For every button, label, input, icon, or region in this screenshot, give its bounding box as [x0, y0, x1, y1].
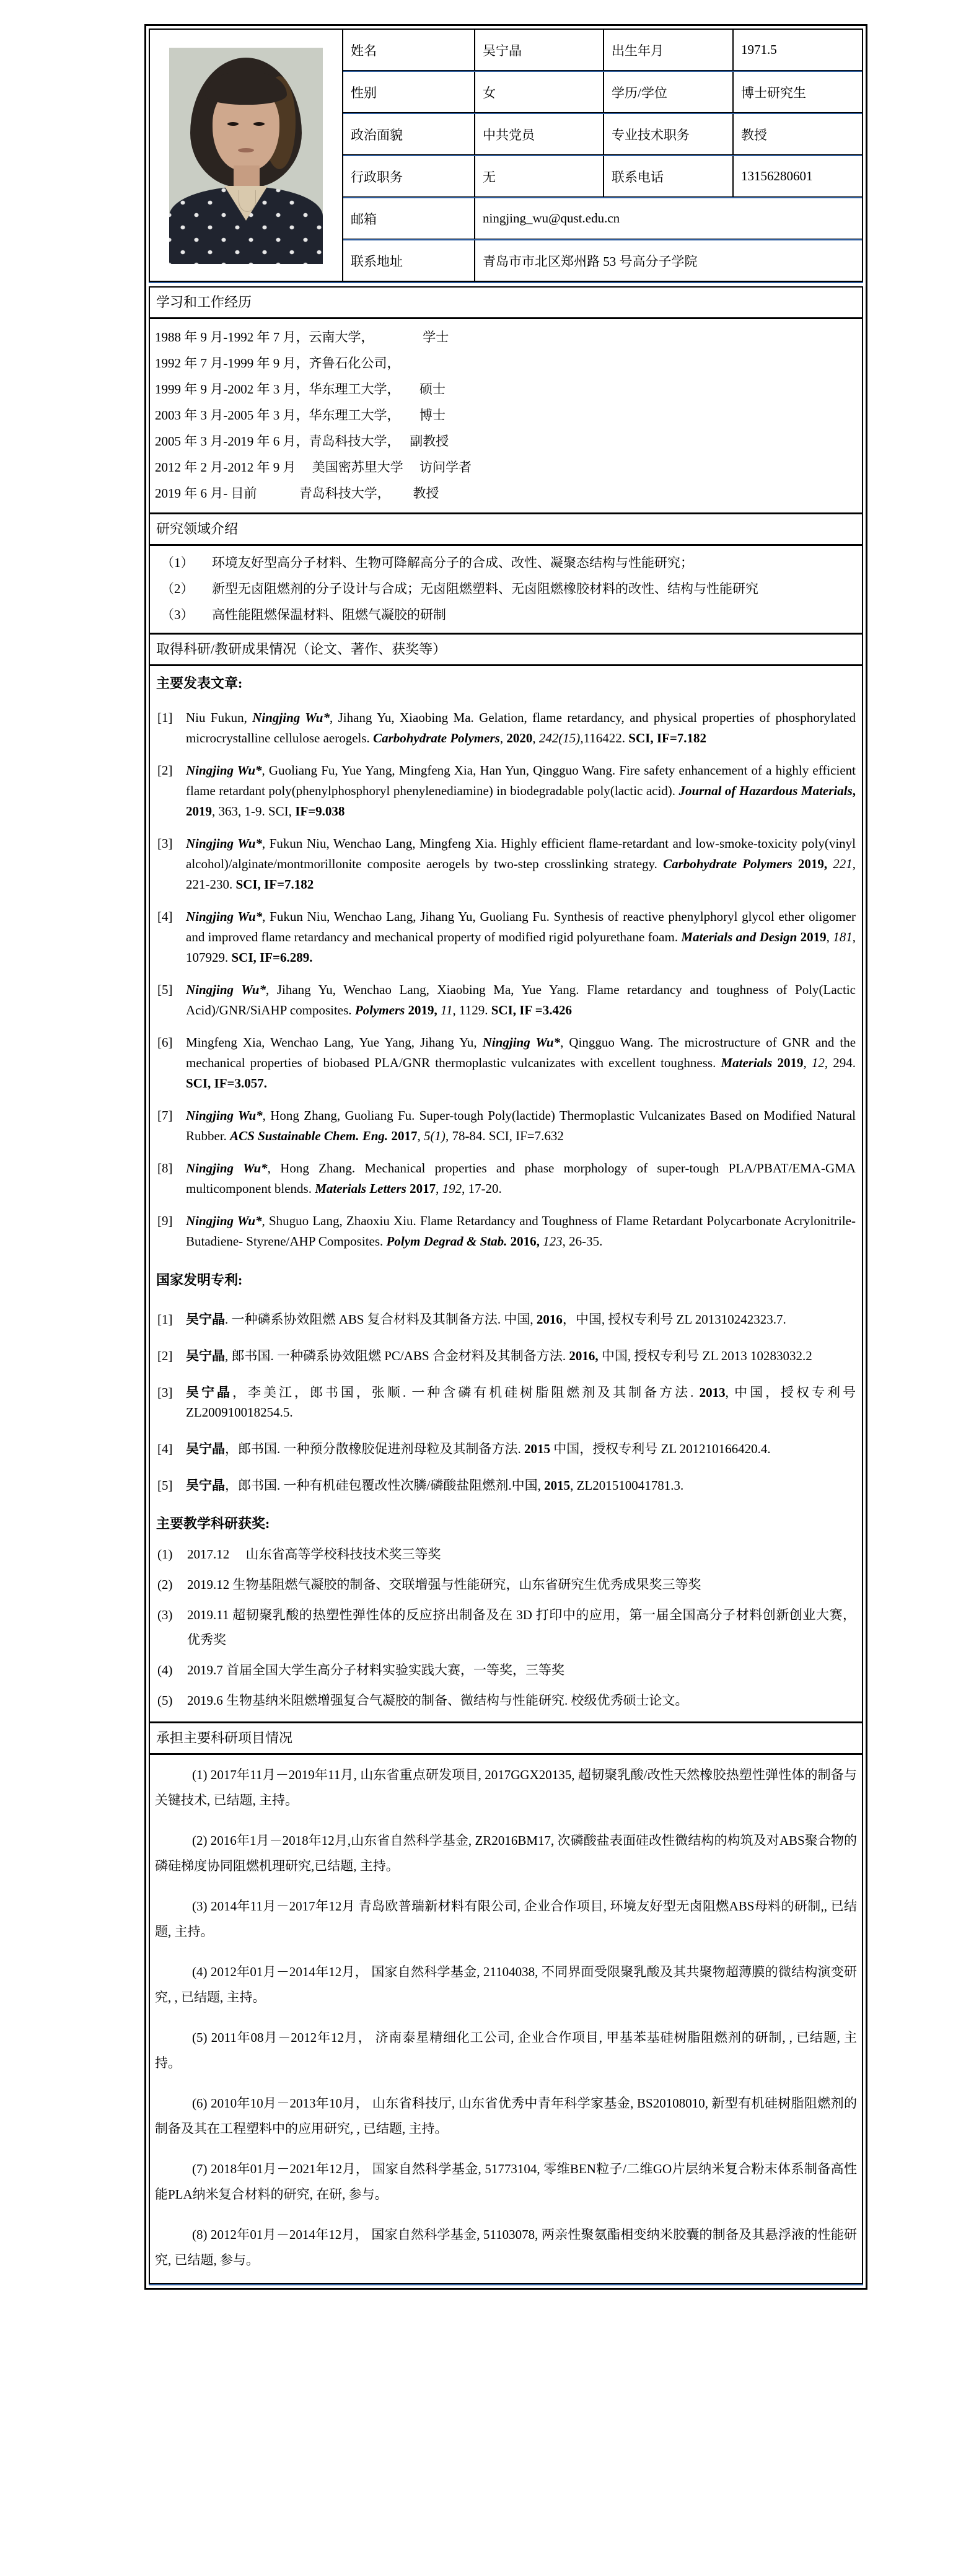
text-run: 5(1) [423, 1128, 446, 1143]
info-row [343, 72, 862, 112]
patent-item [155, 1309, 856, 1329]
text-run [827, 856, 833, 871]
text-run: 2016 [536, 1312, 563, 1327]
experience-line: 1992 年 7 月-1999 年 9 月，齐鲁石化公司， [155, 356, 400, 371]
text-run: 吴宁晶 [186, 1441, 225, 1456]
item-number: [1] [157, 710, 173, 725]
text-run: 中国, 授权专利号 ZL 2013 10283032.2 [598, 1348, 812, 1363]
publication-item [155, 1211, 856, 1252]
text-run: SCI, IF=3.057. [186, 1076, 267, 1091]
info-label: 性别 [343, 72, 475, 112]
info-label: 专业技术职务 [604, 114, 734, 154]
portrait-photo [169, 48, 323, 264]
text-run: SCI, IF=7.182 [235, 877, 314, 892]
item-number: (5) [157, 1693, 173, 1708]
text-run: Mingfeng Xia, Wenchao Lang, Yue Yang, Jihang Yu, [186, 1035, 483, 1050]
info-row [343, 240, 862, 281]
patent-item [155, 1346, 856, 1366]
text-run: 2020 [506, 731, 533, 745]
text-run: 12 [811, 1055, 825, 1070]
text-run: , Jihang Yu, Wenchao Lang, Xiaobing Ma, Yue Yang. Flame retardancy and toughness of Poly(Lactic Acid)/GNR/SiAHP composites. [186, 982, 856, 1018]
item-number: [7] [157, 1108, 173, 1123]
project-item: (7) 2018年01月－2021年12月， 国家自然科学基金, 51773104, 零维BEN粒子/二维GO片层纳米复合粉末体系制备高性能PLA纳米复合材料的研究, 在研, 参与。 [155, 2161, 857, 2202]
info-value: 13156280601 [741, 169, 813, 183]
info-value: 1971.5 [741, 42, 777, 57]
text-run: , [826, 930, 833, 944]
text-run: 2016, [510, 1234, 540, 1249]
info-value: 女 [475, 72, 604, 112]
text-run: 11 [441, 1003, 453, 1018]
info-label: 出生年月 [604, 30, 734, 70]
text-run: 2015 [524, 1441, 550, 1456]
text-run: , [803, 1055, 812, 1070]
info-label: 邮箱 [343, 198, 475, 239]
info-row [343, 114, 862, 154]
text-run: 181 [833, 930, 853, 944]
research-area-item [150, 602, 856, 628]
text-run: Ningjing Wu* [186, 836, 262, 851]
text-run: Niu Fukun, [186, 710, 253, 725]
patent-item [155, 1475, 856, 1495]
info-label: 联系地址 [343, 240, 475, 281]
text-run: 123 [543, 1234, 563, 1249]
publications-list [155, 708, 857, 1252]
text-run: SCI, IF=7.182 [628, 731, 707, 745]
award-text: 2019.12 生物基阻燃气凝胶的制备、交联增强与性能研究，山东省研究生优秀成果奖三等奖 [187, 1577, 701, 1592]
item-number: [8] [157, 1161, 173, 1176]
project-item: (4) 2012年01月－2014年12月， 国家自然科学基金, 21104038, 不同界面受限聚乳酸及其共聚物超薄膜的微结构演变研究, , 已结题, 主持。 [155, 1964, 857, 2005]
text-run: 2019 [777, 1055, 804, 1070]
award-item [155, 1658, 856, 1682]
award-text: 2017.12 山东省高等学校科技技术奖三等奖 [187, 1547, 441, 1562]
publication-item [155, 1158, 856, 1199]
info-label: 政治面貌 [343, 114, 475, 154]
research-content [150, 546, 862, 633]
text-run: ,116422. [580, 731, 629, 745]
info-label: 学历/学位 [604, 72, 734, 112]
text-run: , ZL201510041781.3. [570, 1478, 684, 1493]
item-number: [4] [157, 1441, 173, 1456]
main-sections [149, 286, 863, 2284]
publication-item [155, 1106, 856, 1146]
text-run: 2019, [408, 1003, 437, 1018]
item-number: [1] [157, 1312, 173, 1327]
text-run: , 107929. [186, 930, 856, 965]
text-run: , Qingguo Wang. The microstructure of GNR and the mechanical properties of biobased PLA/GNR thermoplastic vulcanizates with excellent toughness. [186, 1035, 856, 1070]
info-value: 博士研究生 [741, 85, 806, 100]
info-value: 青岛市市北区郑州路 53 号高分子学院 [483, 253, 698, 269]
text-run: SCI, IF=6.289. [231, 950, 313, 965]
item-number: (4) [157, 1663, 173, 1677]
text-run: 2017 [410, 1181, 436, 1196]
text-run: ，郎书国. 一种有机硅包覆改性次膦/磷酸盐阻燃剂.中国, [225, 1478, 545, 1493]
text-run: 2019 [800, 930, 827, 944]
item-number: (3) [157, 1607, 173, 1622]
text-run: 吴宁晶 [186, 1478, 225, 1493]
text-run: , 17-20. [462, 1181, 502, 1196]
text-run: ACS Sustainable Chem. Eng. [230, 1128, 389, 1143]
research-area-item [150, 576, 856, 602]
project-item: (8) 2012年01月－2014年12月， 国家自然科学基金, 51103078, 两亲性聚氨酯相变纳米胶囊的制备及其悬浮液的性能研究, 已结题, 参与。 [155, 2227, 857, 2267]
text-run: Polym Degrad & Stab. [386, 1234, 507, 1249]
text-run: 2017 [391, 1128, 418, 1143]
experience-line: 1999 年 9 月-2002 年 3 月，华东理工大学， 硕士 [155, 382, 446, 397]
publication-item [155, 833, 856, 895]
text-run: 吴宁晶 [186, 1312, 225, 1327]
info-row [343, 30, 862, 70]
patent-item [155, 1383, 856, 1422]
text-run: , [436, 1181, 442, 1196]
text-run: , 1129. [452, 1003, 491, 1018]
text-run: 192 [442, 1181, 462, 1196]
info-value: 吴宁晶 [475, 30, 604, 70]
item-number: [3] [157, 1385, 173, 1400]
text-run: , [532, 731, 539, 745]
text-run: , 26-35. [562, 1234, 603, 1249]
text-run: , Guoliang Fu, Yue Yang, Mingfeng Xia, Han Yun, Qingguo Wang. Fire safety enhancement of a highly efficient flame retardant poly(phenylphosphoryl phenylenediamine) in biodegradable poly(lactic acid). [186, 763, 856, 798]
text-run: Ningjing Wu* [186, 763, 262, 778]
item-number: （1） [161, 555, 194, 570]
text-run: Materials Letters [315, 1181, 406, 1196]
project-item: (3) 2014年11月－2017年12月 青岛欧普瑞新材料有限公司, 企业合作项目, 环境友好型无卤阻燃ABS母料的研制,, 已结题, 主持。 [155, 1899, 857, 1939]
patent-item [155, 1439, 856, 1459]
info-value: ningjing_wu@qust.edu.cn [483, 211, 620, 226]
experience-line: 2003 年 3 月-2005 年 3 月，华东理工大学， 博士 [155, 408, 446, 423]
publication-item [155, 1032, 856, 1094]
info-row [343, 156, 862, 196]
text-run: 吴宁晶 [186, 1385, 232, 1400]
publication-item [155, 708, 856, 749]
text-run: , [417, 1128, 424, 1143]
text-run: , 郎书国. 一种磷系协效阻燃 PC/ABS 合金材料及其制备方法. [225, 1348, 569, 1363]
awards-list [155, 1542, 857, 1713]
personal-info-table [149, 29, 863, 282]
research-area-text: 环境友好型高分子材料、生物可降解高分子的合成、改性、凝聚态结构与性能研究； [212, 555, 693, 570]
item-number: [6] [157, 1035, 173, 1050]
text-run: , Fukun Niu, Wenchao Lang, Jihang Yu, Guoliang Fu. Synthesis of reactive phenylphoryl glycol ether oligomer and improved flame retardancy and mechanical property of modified rigid polyurethane foam. [186, 909, 856, 944]
info-label: 姓名 [343, 30, 475, 70]
text-run: SCI, IF =3.426 [491, 1003, 572, 1018]
award-text: 2019.7 首届全国大学生高分子材料实验实践大赛，一等奖，三等奖 [187, 1663, 564, 1677]
text-run: , 78-84. SCI, IF=7.632 [445, 1128, 564, 1143]
portrait-necklace [239, 190, 256, 212]
text-run: , [499, 731, 507, 745]
awards-heading: 主要教学科研获奖: [156, 1516, 270, 1531]
item-number: [5] [157, 982, 173, 997]
projects-content [150, 1755, 862, 2283]
text-run: , Hong Zhang, Guoliang Fu. Super-tough Poly(lactide) Thermoplastic Vulcanizates Based on Modified Natural Rubber. [186, 1108, 856, 1143]
text-run: 2013 [699, 1385, 726, 1400]
item-number: [5] [157, 1478, 173, 1493]
text-run: 吴宁晶 [186, 1348, 225, 1363]
blue-accent-line [149, 282, 863, 283]
publications-heading: 主要发表文章: [156, 675, 243, 691]
patents-list [155, 1309, 857, 1495]
text-run: Journal of Hazardous Materials [678, 783, 853, 798]
info-rows [343, 30, 862, 281]
experience-content [150, 319, 862, 512]
info-value: 无 [475, 156, 604, 196]
text-run: , 中国，授权专利号 ZL200910018254.5. [186, 1385, 856, 1420]
award-item [155, 1572, 856, 1597]
section-header-research: 研究领域介绍 [150, 512, 862, 546]
award-text: 2019.11 超韧聚乳酸的热塑性弹性体的反应挤出制备及在 3D 打印中的应用，第一届全国高分子材料创新创业大赛， 优秀奖 [187, 1607, 856, 1647]
text-run: , Fukun Niu, Wenchao Lang, Mingfeng Xia. Highly efficient flame-retardant and low-smoke-toxicity poly(vinyl alcohol)/alginate/montmorillonite composite aerogels by two-step crosslinking strategy. [186, 836, 856, 871]
award-item [155, 1688, 856, 1713]
photo-cell [150, 30, 343, 281]
text-run: 242(15) [538, 731, 581, 745]
project-item: (2) 2016年1月－2018年12月,山东省自然科学基金, ZR2016BM17, 次磷酸盐表面硅改性微结构的构筑及对ABS聚合物的磷硅梯度协同阻燃机理研究,已结题, 主持。 [155, 1833, 857, 1873]
text-run: , [852, 783, 856, 798]
project-item: (6) 2010年10月－2013年10月， 山东省科技厅, 山东省优秀中青年科学家基金, BS20108010, 新型有机硅树脂阻燃剂的制备及其在工程塑料中的应用研究, , 已结题, 主持。 [155, 2096, 857, 2136]
text-run: IF=9.038 [295, 804, 345, 819]
text-run: ，郎书国. 一种预分散橡胶促进剂母粒及其制备方法. [225, 1441, 524, 1456]
blue-accent-line [149, 2284, 863, 2285]
research-area-item [150, 550, 856, 576]
experience-line: 2005 年 3 月-2019 年 6 月，青岛科技大学， 副教授 [155, 434, 449, 449]
text-run: 2019, [797, 856, 828, 871]
text-run: 2015 [544, 1478, 571, 1493]
text-run [792, 856, 798, 871]
text-run: Materials [721, 1055, 773, 1070]
text-run: 221 [833, 856, 853, 871]
item-number: [9] [157, 1213, 173, 1228]
info-label: 行政职务 [343, 156, 475, 196]
info-value: 中共党员 [475, 114, 604, 154]
research-area-text: 新型无卤阻燃剂的分子设计与合成；无卤阻燃塑料、无卤阻燃橡胶材料的改性、结构与性能研究 [212, 581, 758, 596]
item-number: [4] [157, 909, 173, 924]
publication-item [155, 980, 856, 1021]
info-row [343, 198, 862, 239]
text-run: Carbohydrate Polymers [373, 731, 500, 745]
text-run: Ningjing Wu* [186, 1213, 262, 1228]
text-run: 中国，授权专利号 ZL 201210166420.4. [550, 1441, 771, 1456]
text-run: Ningjing Wu* [186, 1161, 268, 1176]
award-item [155, 1542, 856, 1567]
section-header-projects: 承担主要科研项目情况 [150, 1721, 862, 1755]
text-run: ，李美江，郎书国，张顺. 一种含磷有机硅树脂阻燃剂及其制备方法. [232, 1385, 700, 1400]
publication-item [155, 760, 856, 822]
section-header-achievements: 取得科研/教研成果情况（论文、著作、获奖等） [150, 633, 862, 666]
award-text: 2019.6 生物基纳米阻燃增强复合气凝胶的制备、微结构与性能研究. 校级优秀硕士论文。 [187, 1693, 688, 1708]
info-value: 教授 [741, 127, 767, 143]
portrait-mouth [238, 148, 254, 152]
experience-line: 1988 年 9 月-1992 年 7 月，云南大学， 学士 [155, 330, 449, 345]
text-run: Polymers [354, 1003, 405, 1018]
project-item: (5) 2011年08月－2012年12月， 济南泰星精细化工公司, 企业合作项目, 甲基苯基硅树脂阻燃剂的研制, , 已结题, 主持。 [155, 2030, 857, 2070]
research-area-text: 高性能阻燃保温材料、阻燃气凝胶的研制 [212, 607, 446, 622]
text-run: Ningjing Wu* [186, 1108, 263, 1123]
info-label: 联系电话 [604, 156, 734, 196]
section-header-experience: 学习和工作经历 [150, 288, 862, 319]
portrait-eye [227, 122, 239, 126]
text-run: , 221-230. [186, 856, 856, 892]
publication-item [155, 907, 856, 968]
patents-heading: 国家发明专利: [156, 1272, 243, 1288]
item-number: [2] [157, 763, 173, 778]
text-run: 2019 [186, 804, 212, 819]
text-run: Materials and Design [681, 930, 797, 944]
item-number: (2) [157, 1577, 173, 1592]
cv-document [144, 24, 867, 2290]
portrait-eye [253, 122, 265, 126]
item-number: [3] [157, 836, 173, 851]
text-run: Carbohydrate Polymers [663, 856, 792, 871]
item-number: （2） [161, 581, 194, 596]
text-run: , Hong Zhang. Mechanical properties and phase morphology of super-tough PLA/PBAT/EMA-GMA multicomponent blends. [186, 1161, 856, 1196]
project-item: (1) 2017年11月－2019年11月, 山东省重点研发项目, 2017GGX20135, 超韧聚乳酸/改性天然橡胶热塑性弹性体的制备与关键技术, 已结题, 主持。 [155, 1767, 857, 1808]
text-run: Ningjing Wu* [252, 710, 330, 725]
portrait-bangs [205, 73, 287, 105]
text-run: , 294. [824, 1055, 856, 1070]
experience-line: 2012 年 2 月-2012 年 9 月 美国密苏里大学 访问学者 [155, 460, 472, 475]
text-run: Ningjing Wu* [186, 982, 266, 997]
achievements-content [150, 666, 862, 1721]
item-number: (1) [157, 1547, 173, 1562]
text-run: . 一种磷系协效阻燃 ABS 复合材料及其制备方法. 中国, [225, 1312, 537, 1327]
text-run: , Shuguo Lang, Zhaoxiu Xiu. Flame Retardancy and Toughness of Flame Retardant Polycarbonate Acrylonitrile-Butadiene- Styrene/AHP Composites. [186, 1213, 856, 1249]
text-run: Ningjing Wu* [482, 1035, 561, 1050]
experience-line: 2019 年 6 月- 目前 青岛科技大学， 教授 [155, 486, 439, 501]
text-run: 2016, [569, 1348, 599, 1363]
text-run: ，中国, 授权专利号 ZL 201310242323.7. [562, 1312, 786, 1327]
text-run: , 363, 1-9. SCI, [212, 804, 296, 819]
award-item [155, 1602, 856, 1652]
text-run: Ningjing Wu* [186, 909, 263, 924]
text-run: , Jihang Yu, Xiaobing Ma. Gelation, flame retardancy, and physical properties of phosphorylated microcrystalline cellulose aerogels. [186, 710, 856, 745]
item-number: [2] [157, 1348, 173, 1363]
item-number: （3） [161, 607, 194, 622]
